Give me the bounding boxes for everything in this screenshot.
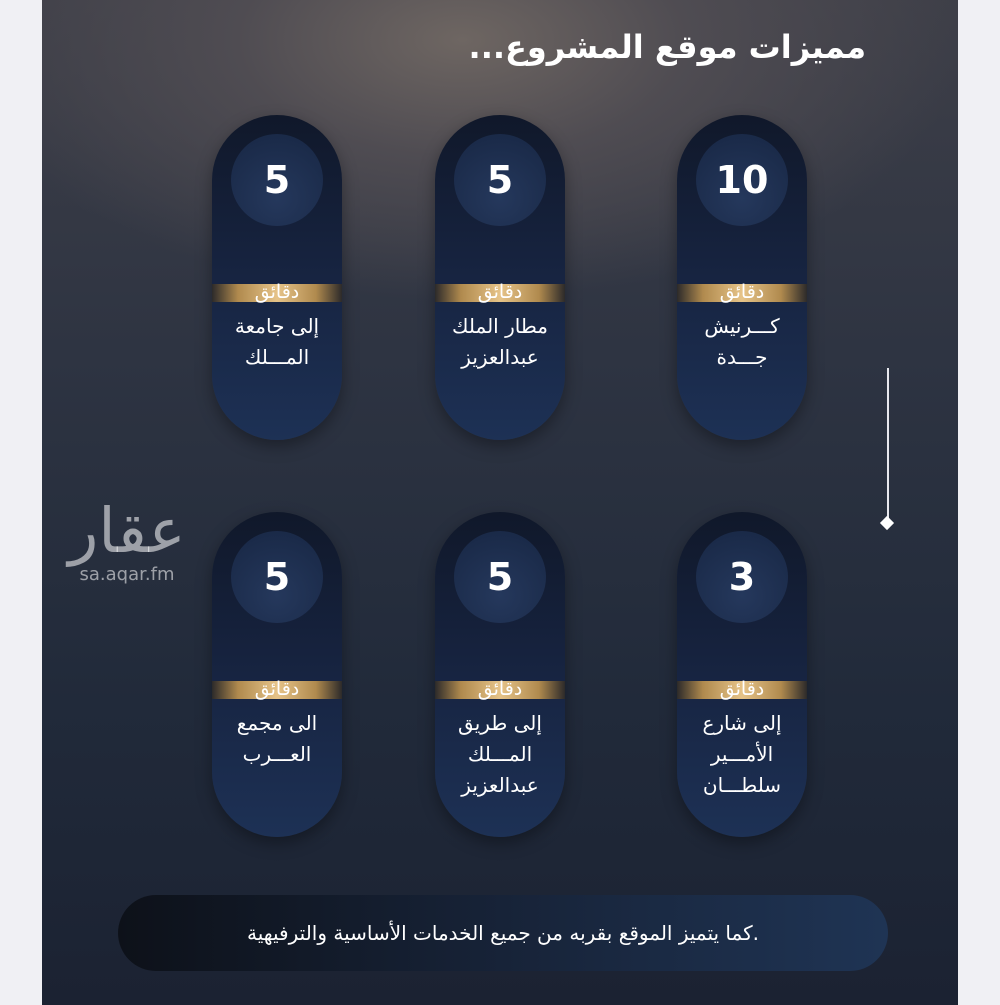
- diamond-icon: [880, 516, 894, 530]
- feature-card: [677, 115, 807, 440]
- feature-card: [212, 115, 342, 440]
- footer-text: .كما يتميز الموقع بقربه من جميع الخدمات الأساسية والترفيهية: [247, 921, 759, 945]
- watermark-logo: عقار: [68, 494, 186, 567]
- card-line: الى مجمع: [236, 711, 318, 735]
- card-line: كـــرنيش: [704, 314, 780, 338]
- page-title: مميزات موقع المشروع...: [468, 28, 866, 66]
- feature-card: [435, 115, 565, 440]
- card-line: مطار الملك: [452, 314, 548, 338]
- unit-label: دقائق: [212, 681, 342, 699]
- card-line: المـــلك: [467, 742, 533, 766]
- minutes-number: 10: [696, 134, 788, 226]
- card-line: إلى جامعة: [234, 314, 320, 338]
- minutes-number: 5: [231, 531, 323, 623]
- card-line: المـــلك: [244, 345, 310, 369]
- unit-label: دقائق: [677, 284, 807, 302]
- card-line: عبدالعزيز: [461, 773, 539, 797]
- minutes-number: 3: [696, 531, 788, 623]
- watermark-url: sa.aqar.fm: [79, 564, 175, 585]
- feature-card: [677, 512, 807, 837]
- minutes-number: 5: [454, 134, 546, 226]
- watermark: [52, 494, 202, 585]
- unit-label: دقائق: [435, 681, 565, 699]
- footer-banner: [118, 895, 888, 971]
- card-line: سلطـــان: [702, 773, 782, 797]
- card-line: جـــدة: [716, 345, 768, 369]
- unit-label: دقائق: [435, 284, 565, 302]
- divider-line: [887, 368, 889, 518]
- card-line: العـــرب: [242, 742, 312, 766]
- unit-label: دقائق: [677, 681, 807, 699]
- feature-card: [435, 512, 565, 837]
- minutes-number: 5: [231, 134, 323, 226]
- card-line: إلى طريق: [458, 711, 542, 735]
- card-line: الأمـــير: [710, 742, 774, 766]
- unit-label: دقائق: [212, 284, 342, 302]
- poster: [42, 0, 958, 1005]
- card-line: إلى شارع: [702, 711, 782, 735]
- minutes-number: 5: [454, 531, 546, 623]
- card-line: عبدالعزيز: [461, 345, 539, 369]
- feature-card: [212, 512, 342, 837]
